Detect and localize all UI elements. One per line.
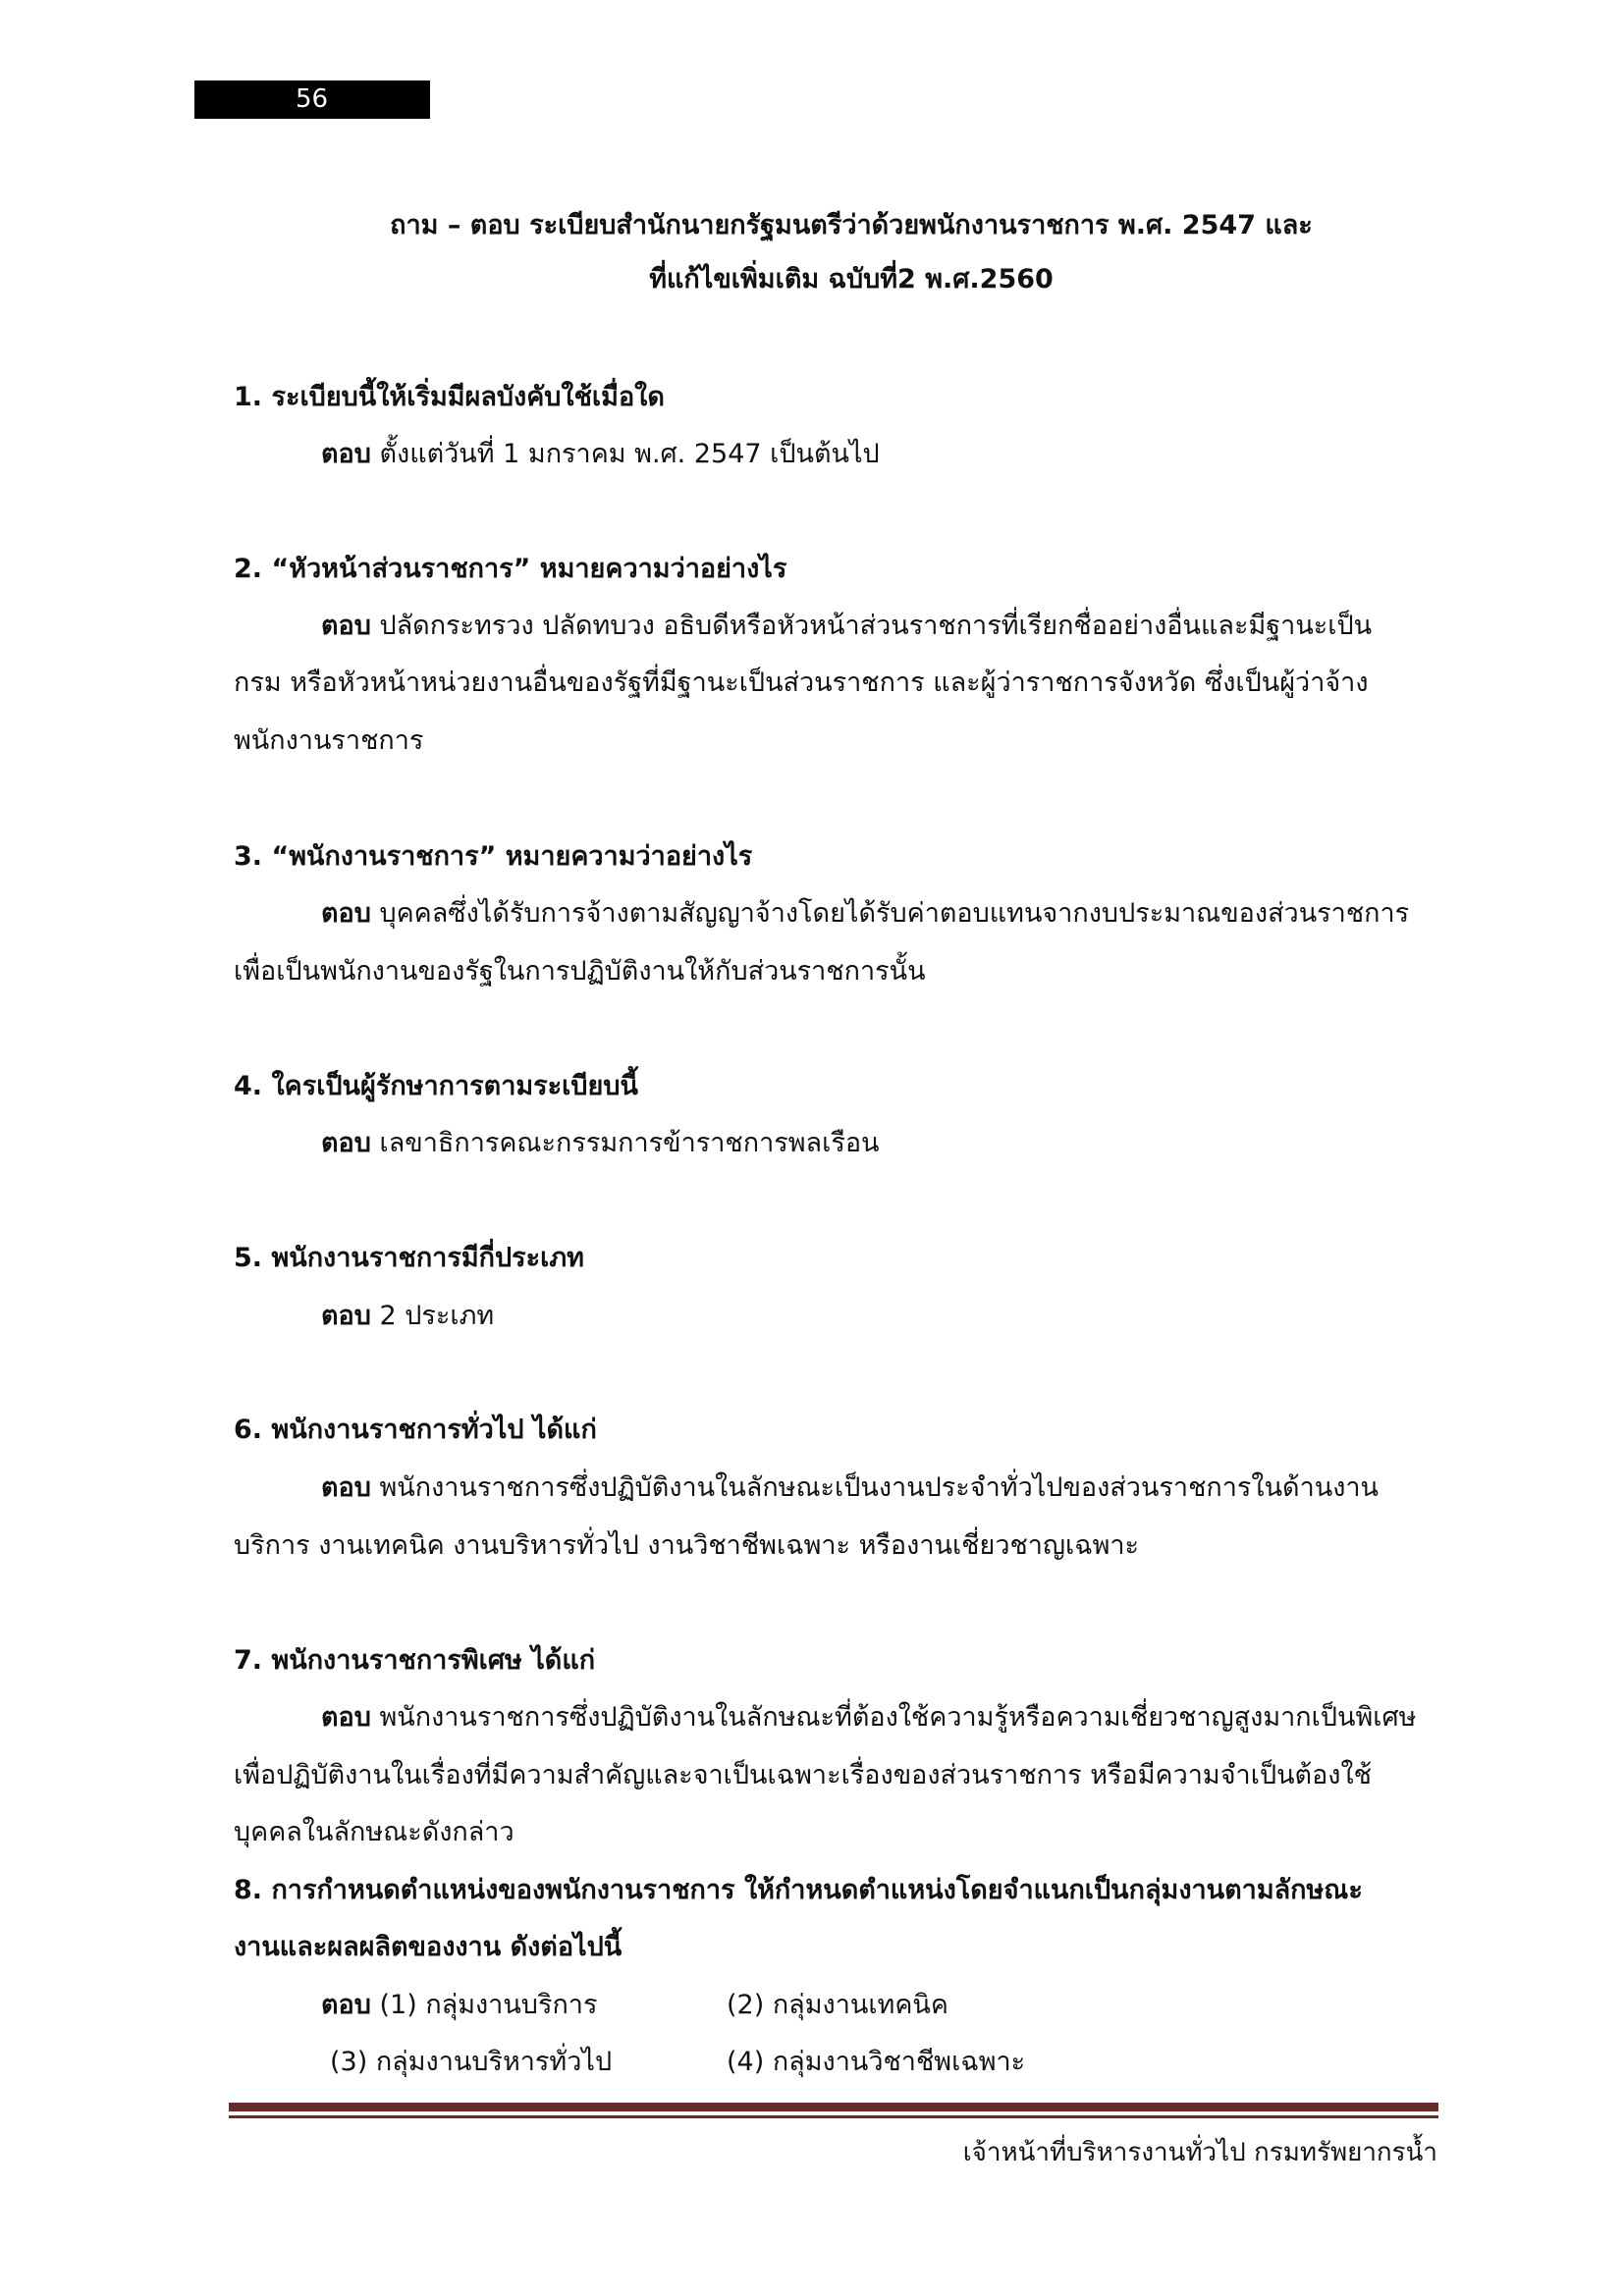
answer-line-text: เพื่อปฏิบัติงานในเรื่องที่มีความสำคัญและจาเป็นเฉพาะเรื่องของส่วนราชการ หรือมีความจำเป็นต้องใช้ bbox=[234, 1760, 1372, 1790]
answer-line-text: ปลัดกระทรวง ปลัดทบวง อธิบดีหรือหัวหน้าส่วนราชการที่เรียกชื่ออย่างอื่นและมีฐานะเป็น bbox=[379, 611, 1373, 641]
question-text: 8. การกำหนดตำแหน่งของพนักงานราชการ ให้กำหนดตำแหน่งโดยจำแนกเป็นกลุ่มงานตามลักษณะ bbox=[234, 1875, 1363, 1905]
answer-line-text: บริการ งานเทคนิค งานบริหารทั่วไป งานวิชาชีพเฉพาะ หรืองานเชี่ยวชาญเฉพาะ bbox=[234, 1530, 1140, 1561]
question-text: 2. “หัวหน้าส่วนราชการ” หมายความว่าอย่างไร bbox=[234, 554, 787, 584]
answer-line bbox=[727, 1986, 948, 2025]
answer-label: ตอบ bbox=[321, 1472, 371, 1503]
answer-line bbox=[321, 1698, 1416, 1737]
answer-line bbox=[234, 721, 423, 761]
answer-line bbox=[321, 607, 1372, 646]
answer-label: ตอบ bbox=[321, 1128, 371, 1158]
question bbox=[234, 1239, 584, 1278]
answer-label: ตอบ bbox=[321, 1702, 371, 1733]
question bbox=[234, 837, 752, 877]
answer-label: ตอบ bbox=[321, 439, 371, 469]
footer-rule-thick bbox=[229, 2103, 1438, 2111]
doc-title-line-1: ถาม – ตอบ ระเบียบสำนักนายกรัฐมนตรีว่าด้วยพนักงานราชการ พ.ศ. 2547 และ bbox=[390, 210, 1313, 240]
question bbox=[234, 1411, 597, 1450]
answer-line bbox=[727, 2043, 1025, 2082]
answer-line-text: พนักงานราชการซึ่งปฏิบัติงานในลักษณะที่ต้องใช้ความรู้หรือความเชี่ยวชาญสูงมากเป็นพิเศษ bbox=[379, 1702, 1417, 1733]
answer-line bbox=[234, 1813, 514, 1852]
question-text: 4. ใครเป็นผู้รักษาการตามระเบียบนี้ bbox=[234, 1071, 638, 1101]
answer-label: ตอบ bbox=[321, 1990, 371, 2020]
question-text: 7. พนักงานราชการพิเศษ ได้แก่ bbox=[234, 1645, 596, 1676]
footer-text: เจ้าหน้าที่บริหารงานทั่วไป กรมทรัพยากรน้ำ bbox=[962, 2138, 1437, 2167]
question-text: 3. “พนักงานราชการ” หมายความว่าอย่างไร bbox=[234, 841, 753, 872]
question bbox=[234, 1641, 595, 1681]
answer-line-text: (3) กลุ่มงานบริหารทั่วไป bbox=[330, 2047, 613, 2077]
answer-line-text: กรม หรือหัวหน้าหน่วยงานอื่นของรัฐที่มีฐานะเป็นส่วนราชการ และผู้ว่าราชการจังหวัด ซึ่งเป็นผู้ว่าจ้าง bbox=[234, 667, 1369, 698]
question bbox=[234, 1928, 622, 1967]
answer-line bbox=[234, 952, 926, 991]
answer-line-text: บุคคลซึ่งได้รับการจ้างตามสัญญาจ้างโดยได้รับค่าตอบแทนจากงบประมาณของส่วนราชการ bbox=[379, 898, 1410, 929]
answer-line bbox=[321, 1468, 1379, 1508]
answer-line-text: เลขาธิการคณะกรรมการข้าราชการพลเรือน bbox=[379, 1128, 880, 1158]
question-text: 6. พนักงานราชการทั่วไป ได้แก่ bbox=[234, 1415, 597, 1445]
answer-line-text: (2) กลุ่มงานเทคนิค bbox=[727, 1990, 948, 2020]
answer-line-text: บุคคลในลักษณะดังกล่าว bbox=[234, 1817, 514, 1847]
page-number-box bbox=[194, 80, 430, 119]
question bbox=[234, 1871, 1363, 1910]
answer-label: ตอบ bbox=[321, 611, 371, 641]
answer-line bbox=[234, 664, 1369, 703]
answer-line bbox=[330, 2043, 612, 2082]
question bbox=[234, 550, 786, 589]
answer-line bbox=[234, 1526, 1139, 1566]
question-text: 1. ระเบียบนี้ให้เริ่มมีผลบังคับใช้เมื่อใด bbox=[234, 382, 665, 412]
answer-line bbox=[321, 1124, 880, 1163]
answer-line-text: พนักงานราชการ bbox=[234, 725, 424, 756]
page-number: 56 bbox=[296, 84, 329, 114]
question bbox=[234, 378, 665, 417]
answer-line bbox=[321, 894, 1409, 934]
question bbox=[234, 1067, 638, 1106]
answer-line bbox=[321, 435, 880, 474]
answer-line-text: พนักงานราชการซึ่งปฏิบัติงานในลักษณะเป็นงานประจำทั่วไปของส่วนราชการในด้านงาน bbox=[379, 1472, 1379, 1503]
answer-label: ตอบ bbox=[321, 1301, 371, 1331]
answer-label: ตอบ bbox=[321, 898, 371, 929]
answer-line bbox=[321, 1986, 597, 2025]
answer-line-text: เพื่อเป็นพนักงานของรัฐในการปฏิบัติงานให้กับส่วนราชการนั้น bbox=[234, 956, 926, 987]
question-text: 5. พนักงานราชการมีกี่ประเภท bbox=[234, 1243, 584, 1273]
answer-line-text: (1) กลุ่มงานบริการ bbox=[379, 1990, 598, 2020]
footer-rule-thin bbox=[229, 2115, 1438, 2118]
question-text: งานและผลผลิตของงาน ดังต่อไปนี้ bbox=[234, 1932, 623, 1962]
doc-title-line-2: ที่แก้ไขเพิ่มเติม ฉบับที่2 พ.ศ.2560 bbox=[649, 264, 1054, 294]
answer-line bbox=[321, 1297, 494, 1336]
answer-line bbox=[234, 1756, 1372, 1795]
answer-line-text: 2 ประเภท bbox=[379, 1301, 495, 1331]
answer-line-text: ตั้งแต่วันที่ 1 มกราคม พ.ศ. 2547 เป็นต้นไป bbox=[379, 439, 880, 469]
answer-line-text: (4) กลุ่มงานวิชาชีพเฉพาะ bbox=[727, 2047, 1026, 2077]
